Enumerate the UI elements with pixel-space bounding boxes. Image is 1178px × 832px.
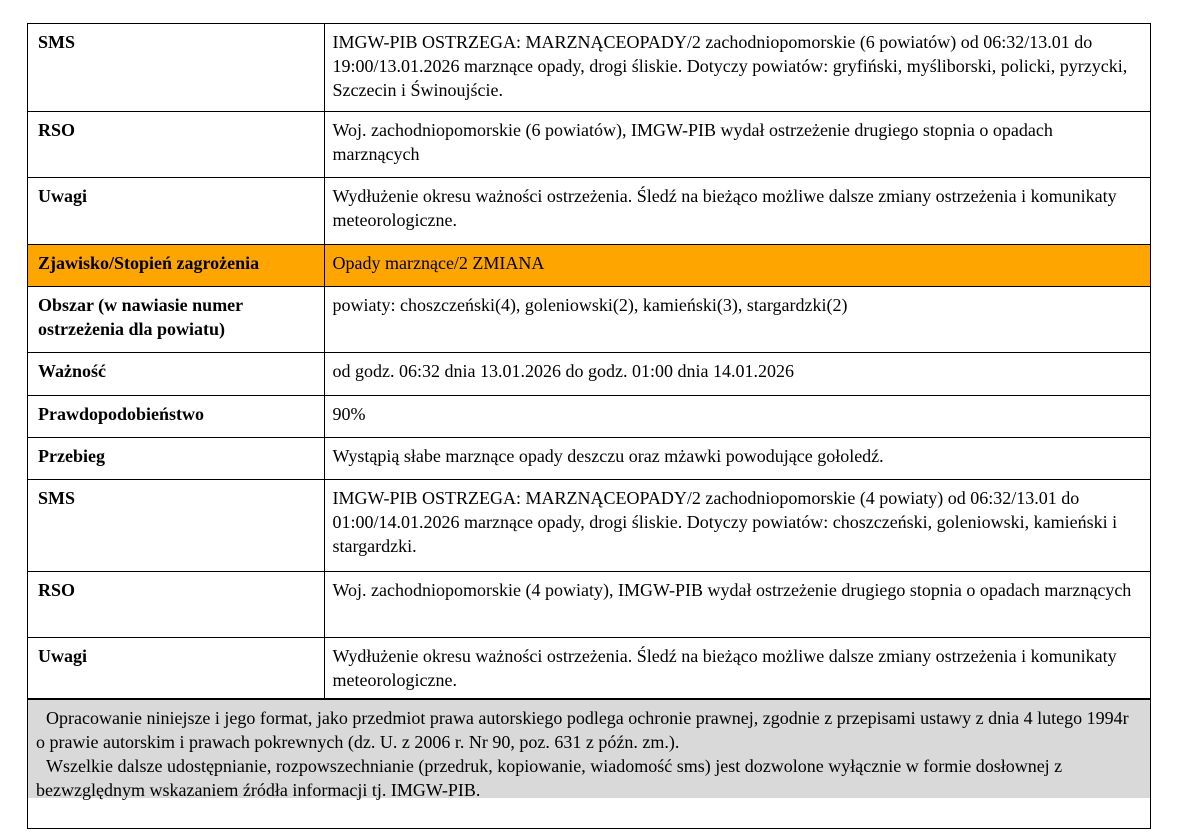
- table-row: [28, 352, 1150, 395]
- table-row: [28, 395, 1150, 437]
- row-label: Obszar (w nawiasie numer ostrzeżenia dla powiatu): [28, 286, 324, 352]
- row-label: Zjawisko/Stopień zagrożenia: [28, 244, 324, 286]
- table-row: [28, 24, 1150, 111]
- table-row: [28, 286, 1150, 352]
- table-row: [28, 637, 1150, 698]
- row-value: od godz. 06:32 dnia 13.01.2026 do godz. 01:00 dnia 14.01.2026: [324, 352, 1150, 395]
- row-label: RSO: [28, 111, 324, 177]
- warning-document: [27, 23, 1151, 829]
- warning-table: [28, 24, 1150, 699]
- row-value: powiaty: choszczeński(4), goleniowski(2), kamieński(3), stargardzki(2): [324, 286, 1150, 352]
- row-label: Przebieg: [28, 437, 324, 479]
- row-label: SMS: [28, 479, 324, 571]
- copyright-notice: [28, 699, 1150, 798]
- table-row: [28, 177, 1150, 244]
- row-value: IMGW-PIB OSTRZEGA: MARZNĄCEOPADY/2 zachodniopomorskie (4 powiaty) od 06:32/13.01 do 01:00/14.01.2026 marznące opady, drogi śliskie. Dotyczy powiatów: choszczeński, goleniowski, kamieński i stargardzki.: [324, 479, 1150, 571]
- copyright-paragraph: Opracowanie niniejsze i jego format, jako przedmiot prawa autorskiego podlega ochronie prawnej, zgodnie z przepisami ustawy z dnia 4 lutego 1994r o prawie autorskim i prawach pokrewnych (dz. U. z 2006 r. Nr 90, poz. 631 z późn. zm.).: [36, 707, 1129, 752]
- row-label: SMS: [28, 24, 324, 111]
- table-row: [28, 111, 1150, 177]
- row-value: Woj. zachodniopomorskie (4 powiaty), IMGW-PIB wydał ostrzeżenie drugiego stopnia o opadach marznących: [324, 571, 1150, 637]
- row-label: Uwagi: [28, 637, 324, 698]
- table-row: [28, 571, 1150, 637]
- row-label: Prawdopodobieństwo: [28, 395, 324, 437]
- row-value: IMGW-PIB OSTRZEGA: MARZNĄCEOPADY/2 zachodniopomorskie (6 powiatów) od 06:32/13.01 do 19:00/13.01.2026 marznące opady, drogi śliskie. Dotyczy powiatów: gryfiński, myśliborski, policki, pyrzycki, Szczecin i Świnoujście.: [324, 24, 1150, 111]
- row-value: 90%: [324, 395, 1150, 437]
- table-row-highlighted: [28, 244, 1150, 286]
- row-value: Wydłużenie okresu ważności ostrzeżenia. Śledź na bieżąco możliwe dalsze zmiany ostrzeżenia i komunikaty meteorologiczne.: [324, 637, 1150, 698]
- distribution-paragraph: Wszelkie dalsze udostępnianie, rozpowszechnianie (przedruk, kopiowanie, wiadomość sms) jest dozwolone wyłącznie w formie dosłownej z bezwzględnym wskazaniem źródła informacji tj. IMGW-PIB.: [36, 755, 1063, 800]
- row-value: Opady marznące/2 ZMIANA: [324, 244, 1150, 286]
- row-label: Ważność: [28, 352, 324, 395]
- row-label: RSO: [28, 571, 324, 637]
- row-value: Woj. zachodniopomorskie (6 powiatów), IMGW-PIB wydał ostrzeżenie drugiego stopnia o opadach marznących: [324, 111, 1150, 177]
- row-value: Wydłużenie okresu ważności ostrzeżenia. Śledź na bieżąco możliwe dalsze zmiany ostrzeżenia i komunikaty meteorologiczne.: [324, 177, 1150, 244]
- row-value: Wystąpią słabe marznące opady deszczu oraz mżawki powodujące gołoledź.: [324, 437, 1150, 479]
- row-label: Uwagi: [28, 177, 324, 244]
- table-row: [28, 437, 1150, 479]
- table-row: [28, 479, 1150, 571]
